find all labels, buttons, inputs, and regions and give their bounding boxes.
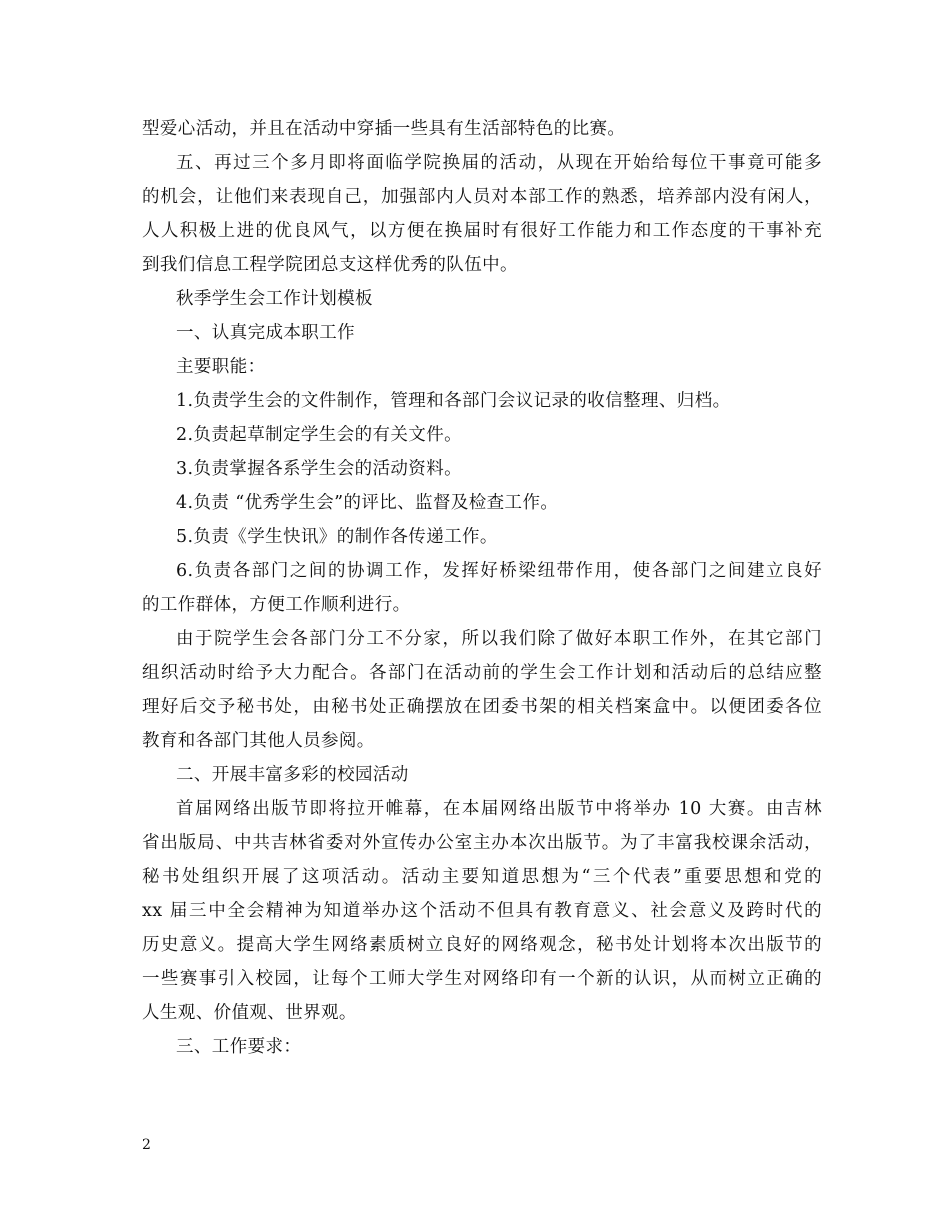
text-line: 二、开展丰富多彩的校园活动 [176,765,409,785]
text-line: 理好后交予秘书处，由秘书处正确摆放在团委书架的相关档案盒中。以便团委各位 [142,697,822,717]
text-line: 一些赛事引入校园，让每个工师大学生对网络印有一个新的认识，从而树立正确的 [142,969,822,989]
text-line: 五、再过三个多月即将面临学院换届的活动，从现在开始给每位干事竟可能多 [176,153,822,173]
text-line: 三、工作要求： [176,1037,302,1057]
document-body [142,112,822,1064]
text-line: 的工作群体，方便工作顺利进行。 [142,595,411,615]
text-line: 人生观、价值观、世界观。 [142,1003,357,1023]
text-line: 人人积极上进的优良风气，以方便在换届时有很好工作能力和工作态度的干事补充 [142,221,822,241]
text-line: 历史意义。提高大学生网络素质树立良好的网络观念，秘书处计划将本次出版节的 [142,935,822,955]
text-line: 教育和各部门其他人员参阅。 [142,731,375,751]
text-line: 秋季学生会工作计划模板 [176,289,373,309]
text-line: 由于院学生会各部门分工不分家，所以我们除了做好本职工作外，在其它部门 [176,629,822,649]
text-line: 秘书处组织开展了这项活动。活动主要知道思想为“三个代表”重要思想和党的 [142,867,822,887]
text-line: 首届网络出版节即将拉开帷幕，在本届网络出版节中将举办 10 大赛。由吉林 [176,799,822,819]
text-line: 到我们信息工程学院团总支这样优秀的队伍中。 [142,255,518,275]
text-line: xx 届三中全会精神为知道举办这个活动不但具有教育意义、社会意义及跨时代的 [142,901,822,921]
text-line: 省出版局、中共吉林省委对外宣传办公室主办本次出版节。为了丰富我校课余活动， [142,833,822,853]
page-number: 2 [142,1137,151,1153]
text-line: 的机会，让他们来表现自己，加强部内人员对本部工作的熟悉，培养部内没有闲人， [142,187,822,207]
text-line: 主要职能： [176,357,266,377]
text-line: 6.负责各部门之间的协调工作，发挥好桥梁纽带作用，使各部门之间建立良好 [176,561,822,581]
text-line: 2.负责起草制定学生会的有关文件。 [176,425,462,445]
text-line: 3.负责掌握各系学生会的活动资料。 [176,459,462,479]
text-line: 一、认真完成本职工作 [176,323,355,343]
text-line: 组织活动时给予大力配合。各部门在活动前的学生会工作计划和活动后的总结应整 [142,663,822,683]
text-line: 4.负责 “优秀学生会”的评比、监督及检查工作。 [176,493,559,513]
text-line: 型爱心活动，并且在活动中穿插一些具有生活部特色的比赛。 [142,119,626,139]
text-line: 1.负责学生会的文件制作，管理和各部门会议记录的收信整理、归档。 [176,391,731,411]
text-line: 5.负责《学生快讯》的制作各传递工作。 [176,527,498,547]
